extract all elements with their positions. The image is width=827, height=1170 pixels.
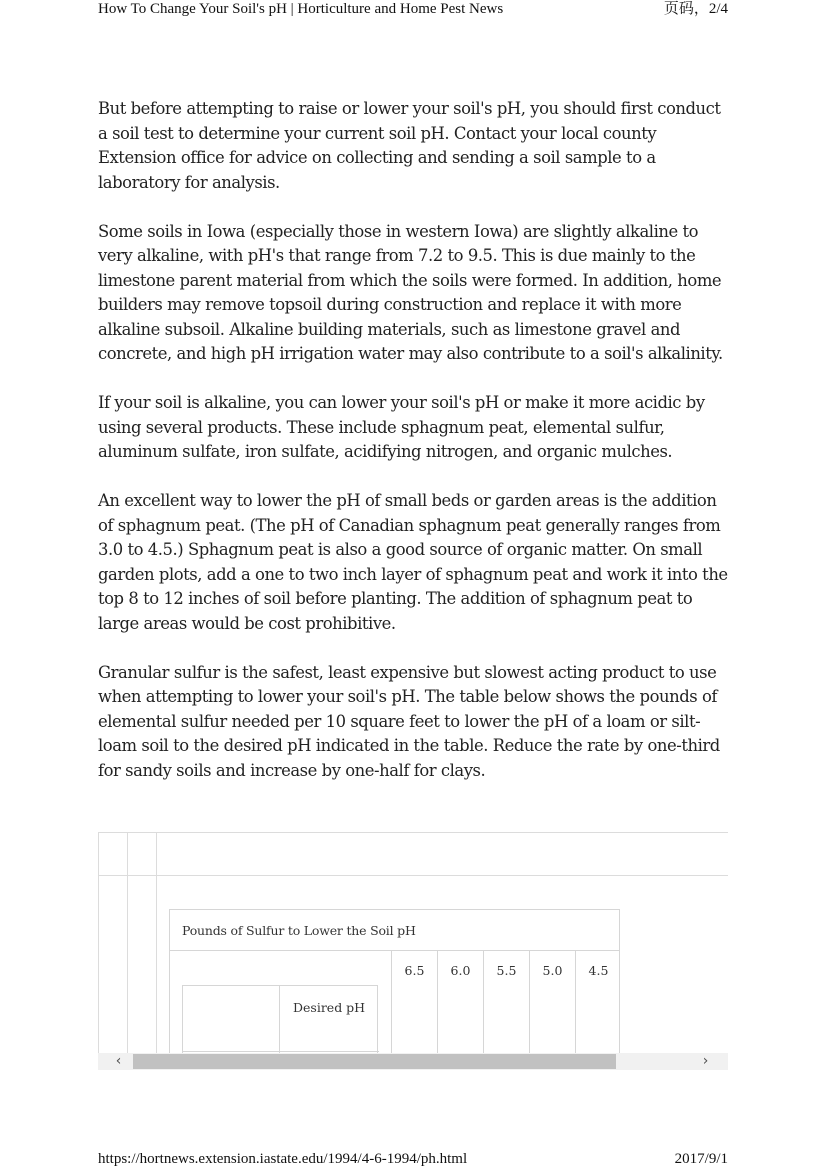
article-body	[98, 97, 730, 808]
scroll-right-icon[interactable]: ›	[702, 1053, 709, 1069]
paragraph-sphagnum-peat: An excellent way to lower the pH of small beds or garden areas is the addition of sphagnum peat. (The pH of Canadian sphagnum peat generally ranges from 3.0 to 4.5.) Sphagnum peat is also a good source of organic matter. On small garden plots, add a one to two inch layer of sphagnum peat and work it into the top 8 to 12 inches of soil before planting. The addition of sphagnum peat to large areas would be cost prohibitive.	[98, 491, 728, 633]
print-header	[98, 0, 728, 20]
print-footer	[98, 1150, 728, 1170]
outer-table-border	[156, 833, 157, 1053]
ph-column	[529, 951, 575, 1053]
scrollbar-thumb[interactable]	[133, 1054, 616, 1069]
page-title: How To Change Your Soil's pH | Horticulture and Home Pest News	[98, 1, 504, 17]
paragraph-lower-ph-products: If your soil is alkaline, you can lower your soil's pH or make it more acidic by using several products. These include sphagnum peat, elemental sulfur, aluminum sulfate, iron sulfate, acidifying nitrogen, and organic mulches.	[98, 393, 705, 461]
ph-column	[483, 951, 529, 1053]
ph-column-label: 4.5	[588, 963, 609, 978]
desired-ph-header	[182, 985, 378, 1053]
horizontal-scrollbar[interactable]	[98, 1053, 728, 1070]
ph-column	[575, 951, 621, 1053]
table-scroll-container[interactable]	[98, 832, 728, 1053]
outer-table-border	[127, 833, 128, 1053]
paragraph-alkaline-soils: Some soils in Iowa (especially those in western Iowa) are slightly alkaline to very alkaline, with pH's that range from 7.2 to 9.5. This is due mainly to the limestone parent material from which the soils were formed. In addition, home builders may remove topsoil during construction and replace it with more alkaline subsoil. Alkaline building materials, such as limestone gravel and concrete, and high pH irrigation water may also contribute to a soil's alkalinity.	[98, 221, 723, 363]
paragraph-granular-sulfur: Granular sulfur is the safest, least expensive but slowest acting product to use when attempting to lower your soil's pH. The table below shows the pounds of elemental sulfur needed per 10 square feet to lower the pH of a loam or silt-loam soil to the desired pH indicated in the table. Reduce the rate by one-third for sandy soils and increase by one-half for clays.	[98, 662, 720, 780]
cell-divider	[183, 1051, 379, 1052]
table-caption: Pounds of Sulfur to Lower the Soil pH	[170, 910, 619, 951]
paragraph-soil-test: But before attempting to raise or lower your soil's pH, you should first conduct a soil test to determine your current soil pH. Contact your local county Extension office for advice on collecting and sending a soil sample to a laboratory for analysis.	[98, 99, 721, 192]
ph-column-label: 5.5	[496, 963, 517, 978]
sulfur-table	[169, 909, 620, 1053]
scroll-left-icon[interactable]: ‹	[115, 1053, 122, 1069]
page-number: 页码，2/4	[663, 1, 728, 17]
outer-table-border	[98, 833, 99, 1053]
outer-table-border	[98, 875, 728, 876]
print-date: 2017/9/1	[674, 1151, 728, 1167]
ph-column-label: 6.5	[404, 963, 425, 978]
ph-column-label: 5.0	[542, 963, 563, 978]
ph-column	[391, 951, 437, 1053]
desired-ph-label: Desired pH	[293, 1000, 366, 1015]
ph-column-label: 6.0	[450, 963, 471, 978]
ph-column	[437, 951, 483, 1053]
cell-divider	[279, 986, 280, 1053]
source-url: https://hortnews.extension.iastate.edu/1994/4-6-1994/ph.html	[98, 1151, 468, 1167]
